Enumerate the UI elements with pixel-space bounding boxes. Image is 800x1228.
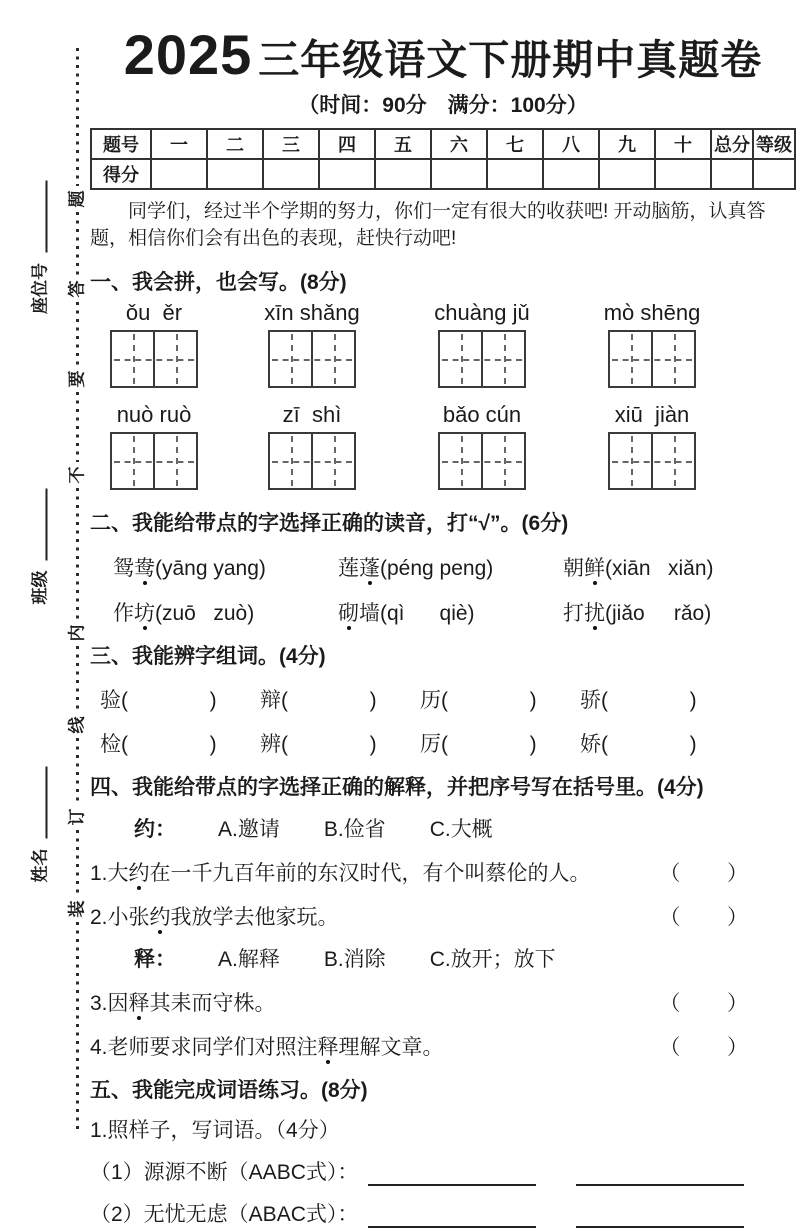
seat-number-text: 座位号 xyxy=(30,263,50,314)
sentence-4 xyxy=(90,1031,796,1061)
binding-dots xyxy=(76,830,79,896)
dotted-character: 砌 xyxy=(338,601,359,625)
pinyin-row-1 xyxy=(90,300,796,330)
pronunciation-item: 朝鲜(xiān xiǎn) xyxy=(563,556,714,580)
binding-char: 题 xyxy=(67,190,86,208)
option: C.大概 xyxy=(429,817,493,841)
sentence-2 xyxy=(90,901,796,931)
target-word: 释： xyxy=(134,947,176,971)
word-building-item: 检( ) xyxy=(100,732,217,756)
answer-parentheses: （ ） xyxy=(659,905,748,929)
score-header-cell: 四 xyxy=(319,129,375,159)
class-blank-line xyxy=(46,489,48,561)
score-header-cell: 题号 xyxy=(91,129,151,159)
binding-dots xyxy=(76,48,79,186)
class-label xyxy=(26,480,51,614)
binding-dots xyxy=(76,212,79,276)
section5-heading: 五、我能完成词语练习。(8分) xyxy=(90,1078,368,1102)
answer-blank-line xyxy=(368,1206,536,1228)
pinyin-label: xiū jiàn xyxy=(614,401,690,427)
score-cell xyxy=(711,159,753,189)
option: C.放开；放下 xyxy=(429,947,556,971)
score-table-header-row xyxy=(91,129,795,159)
binding-char: 内 xyxy=(67,624,86,642)
score-cell xyxy=(599,159,655,189)
score-header-cell: 十 xyxy=(655,129,711,159)
binding-char: 装 xyxy=(67,900,86,918)
dotted-character: 释 xyxy=(317,1035,339,1059)
score-table-score-row xyxy=(91,159,795,189)
answer-blank-line xyxy=(576,1164,744,1186)
answer-blank-line xyxy=(576,1206,744,1228)
pinyin-label: chuàng jǔ xyxy=(434,299,530,325)
score-header-cell: 总分 xyxy=(711,129,753,159)
pronunciation-item: 莲蓬(péng peng) xyxy=(338,556,494,580)
name-text: 姓名 xyxy=(30,848,50,883)
score-cell xyxy=(151,159,207,189)
seat-number-blank-line xyxy=(46,181,48,253)
binding-char: 线 xyxy=(67,716,86,734)
writing-box xyxy=(110,330,198,388)
fill-item-1 xyxy=(90,1156,796,1186)
binding-dots xyxy=(76,738,79,804)
pinyin-label: bǎo cún xyxy=(442,401,522,427)
pronunciation-item: 鸳鸯(yāng yang) xyxy=(113,556,266,580)
option: B.俭省 xyxy=(323,817,386,841)
answer-blank-line xyxy=(368,1164,536,1186)
score-header-cell: 五 xyxy=(375,129,431,159)
sentence-text: 3.因释其耒而守株。 xyxy=(90,991,276,1015)
pinyin-row-2 xyxy=(90,402,796,432)
word-building-row-2 xyxy=(90,728,796,758)
writing-box-row-2 xyxy=(90,432,796,494)
pronunciation-row-1 xyxy=(90,552,796,582)
pronunciation-item: 打扰(jiǎo rǎo) xyxy=(563,601,712,625)
pronunciation-item: 砌墙(qì qiè) xyxy=(338,601,475,625)
dotted-character: 蓬 xyxy=(359,556,380,580)
page-title xyxy=(90,22,796,87)
binding-char: 订 xyxy=(67,808,86,826)
score-cell xyxy=(487,159,543,189)
section3-heading: 三、我能辨字组词。(4分) xyxy=(90,644,326,668)
word-building-item: 厉( ) xyxy=(420,732,537,756)
option: A.邀请 xyxy=(218,817,280,841)
sentence-text: 4.老师要求同学们对照注释理解文章。 xyxy=(90,1035,444,1059)
binding-char: 不 xyxy=(67,466,86,484)
section4-heading: 四、我能给带点的字选择正确的解释，并把序号写在括号里。(4分) xyxy=(90,775,704,799)
writing-box xyxy=(268,432,356,490)
pronunciation-item: 作坊(zuō zuò) xyxy=(113,601,255,625)
sentence-1 xyxy=(90,857,796,887)
section5-subtask: 1.照样子，写词语。（4分） xyxy=(90,1118,340,1142)
score-cell xyxy=(543,159,599,189)
pinyin-label: mò shēng xyxy=(603,299,701,325)
word-building-row-1 xyxy=(90,684,796,714)
score-header-cell: 三 xyxy=(263,129,319,159)
binding-dots xyxy=(76,646,79,712)
writing-box xyxy=(608,432,696,490)
word-building-item: 历( ) xyxy=(420,688,537,712)
score-header-cell: 六 xyxy=(431,129,487,159)
fill-item-2 xyxy=(90,1198,796,1228)
dotted-character: 鲜 xyxy=(584,556,605,580)
dotted-character: 约 xyxy=(128,861,150,885)
sentence-text: 2.小张约我放学去他家玩。 xyxy=(90,905,339,929)
sentence-text: 1.大约在一千九百年前的东汉时代，有个叫蔡伦的人。 xyxy=(90,861,591,885)
dotted-character: 坊 xyxy=(134,601,155,625)
score-header-cell: 九 xyxy=(599,129,655,159)
score-row-label: 得分 xyxy=(91,159,151,189)
class-text: 班级 xyxy=(30,570,50,605)
target-word: 约： xyxy=(134,817,176,841)
option: B.消除 xyxy=(323,947,386,971)
section2-heading: 二、我能给带点的字选择正确的读音，打“√”。(6分) xyxy=(90,511,569,535)
pinyin-label: nuò ruò xyxy=(116,401,192,427)
score-cell xyxy=(207,159,263,189)
writing-box xyxy=(438,432,526,490)
pronunciation-row-2 xyxy=(90,597,796,627)
exam-subtitle: （时间：90分 满分：100分） xyxy=(298,94,588,117)
score-cell xyxy=(655,159,711,189)
intro-paragraph: 同学们，经过半个学期的努力，你们一定有很大的收获吧! 开动脑筋，认真答题，相信你们会有出色的表现，赶快行动吧! xyxy=(90,201,766,249)
answer-parentheses: （ ） xyxy=(659,861,748,885)
writing-box xyxy=(110,432,198,490)
binding-char: 答 xyxy=(67,280,86,298)
sentence-3 xyxy=(90,987,796,1017)
exam-paper xyxy=(90,22,796,1228)
pinyin-label: zī shì xyxy=(282,401,342,427)
score-header-cell: 一 xyxy=(151,129,207,159)
word-building-item: 辩( ) xyxy=(260,688,377,712)
score-cell xyxy=(263,159,319,189)
dotted-character: 释 xyxy=(128,991,150,1015)
name-label xyxy=(26,747,51,903)
definition-options-2 xyxy=(90,943,796,973)
writing-box xyxy=(438,330,526,388)
score-header-cell: 二 xyxy=(207,129,263,159)
score-cell xyxy=(319,159,375,189)
score-cell xyxy=(431,159,487,189)
pinyin-label: ǒu ěr xyxy=(125,299,183,325)
writing-box-row-1 xyxy=(90,330,796,392)
answer-parentheses: （ ） xyxy=(659,991,748,1015)
score-header-cell: 七 xyxy=(487,129,543,159)
section1-heading: 一、我会拼，也会写。(8分) xyxy=(90,270,347,294)
pinyin-label: xīn shǎng xyxy=(264,299,360,325)
binding-dots xyxy=(76,922,79,1130)
dotted-character: 鸯 xyxy=(134,556,155,580)
dotted-character: 扰 xyxy=(584,601,605,625)
word-building-item: 骄( ) xyxy=(580,688,697,712)
score-header-cell: 八 xyxy=(543,129,599,159)
writing-box xyxy=(268,330,356,388)
writing-box xyxy=(608,330,696,388)
score-table xyxy=(90,128,796,190)
answer-parentheses: （ ） xyxy=(659,1035,748,1059)
title-year: 2025 xyxy=(123,23,253,86)
score-header-cell: 等级 xyxy=(753,129,795,159)
binding-line xyxy=(66,48,88,1130)
word-building-item: 验( ) xyxy=(100,688,217,712)
definition-options-1 xyxy=(90,813,796,843)
score-cell xyxy=(753,159,795,189)
name-blank-line xyxy=(46,767,48,839)
title-main: 三年级语文下册期中真题卷 xyxy=(258,37,763,83)
option: A.解释 xyxy=(218,947,280,971)
score-cell xyxy=(375,159,431,189)
fill-item-label: （1）源源不断（AABC式）： xyxy=(90,1160,359,1184)
seat-number-label xyxy=(26,162,51,334)
fill-item-label: （2）无忧无虑（ABAC式）： xyxy=(90,1202,359,1226)
dotted-character: 约 xyxy=(149,905,171,929)
word-building-item: 娇( ) xyxy=(580,732,697,756)
word-building-item: 辨( ) xyxy=(260,732,377,756)
binding-dots xyxy=(76,488,79,620)
binding-char: 要 xyxy=(67,370,86,388)
